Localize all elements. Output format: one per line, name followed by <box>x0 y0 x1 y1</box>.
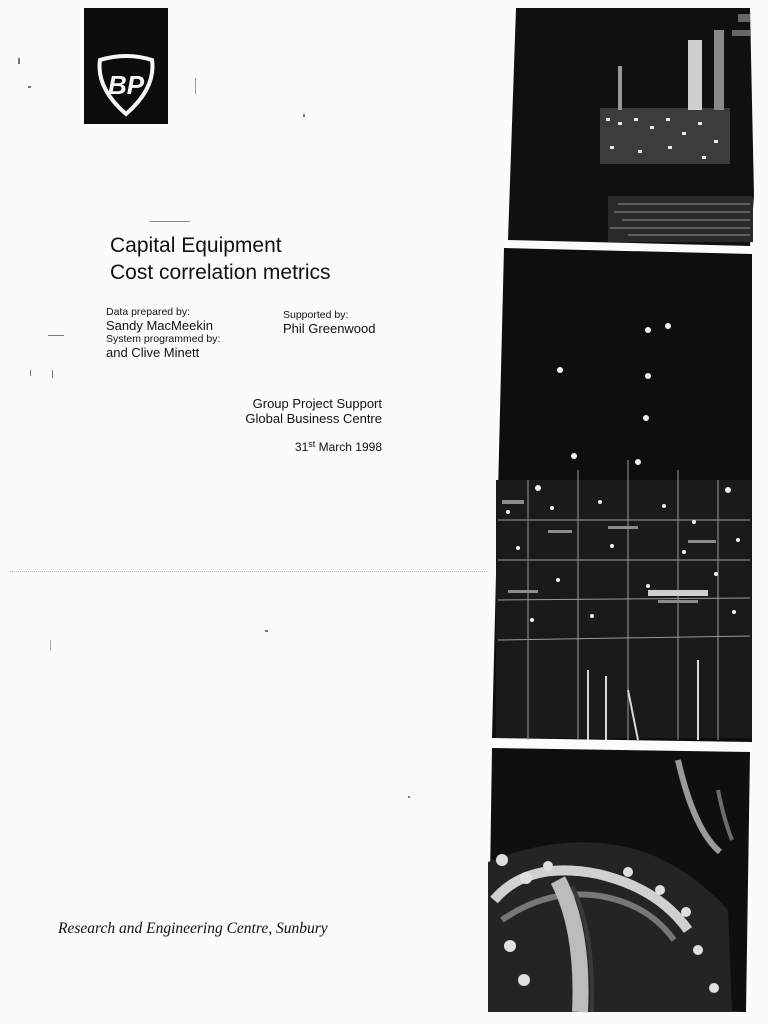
department-block <box>230 396 382 426</box>
programmed-by-name: and Clive Minett <box>106 345 200 360</box>
date-suffix: st <box>308 439 316 449</box>
scan-speck <box>265 630 268 632</box>
date-day: 31 <box>294 440 309 454</box>
pipe-flange-photo <box>488 748 750 1012</box>
scan-fold-line <box>10 571 495 572</box>
title-line-2: Cost correlation metrics <box>110 261 331 284</box>
scan-speck <box>195 78 196 94</box>
footer-location: Research and Engineering Centre, Sunbury <box>58 920 328 937</box>
credits-left <box>106 306 220 360</box>
supported-by-label: Supported by: <box>283 309 349 321</box>
document-title <box>110 232 331 286</box>
logo-box <box>84 8 168 124</box>
department-line-2: Global Business Centre <box>245 411 382 426</box>
scan-speck <box>28 86 31 88</box>
programmed-by-label: System programmed by: <box>106 333 221 345</box>
scan-speck <box>50 640 51 650</box>
department-line-1: Group Project Support <box>252 396 382 411</box>
logo-text: BP <box>107 70 145 100</box>
prepared-by-label: Data prepared by: <box>106 306 191 318</box>
scan-speck <box>303 114 305 117</box>
credits-right <box>283 309 376 336</box>
supported-by-name: Phil Greenwood <box>283 321 376 336</box>
bp-shield-logo-icon <box>94 54 158 118</box>
refinery-at-night-photo <box>492 248 752 742</box>
scan-speck <box>408 796 410 798</box>
scan-speck <box>52 370 53 378</box>
scan-speck <box>150 221 190 222</box>
document-date <box>230 439 382 454</box>
scan-speck <box>30 370 31 376</box>
title-line-1: Capital Equipment <box>110 234 282 257</box>
scan-speck <box>48 335 64 336</box>
scan-speck <box>18 58 20 64</box>
offshore-platform-photo <box>508 8 754 246</box>
photo-strip <box>488 0 768 1024</box>
date-rest: March 1998 <box>318 440 382 454</box>
prepared-by-name: Sandy MacMeekin <box>106 318 213 333</box>
